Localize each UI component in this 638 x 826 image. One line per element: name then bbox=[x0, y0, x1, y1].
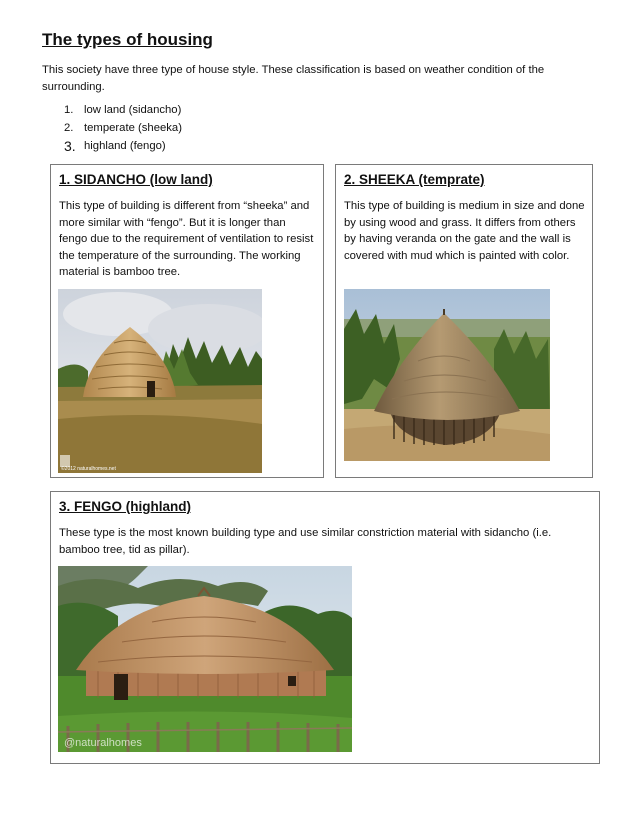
sheeka-body: This type of building is medium in size and done by using wood and grass. It differs from others by having veranda on the gate and the wall is covered with mud which is painted with color. bbox=[344, 200, 585, 262]
list-number: 1. bbox=[64, 104, 74, 116]
list-item bbox=[64, 119, 182, 137]
sidancho-photo bbox=[58, 289, 262, 473]
intro-paragraph: This society have three type of house style. These classification is based on weather condition of the surrounding. bbox=[42, 64, 545, 93]
sheeka-heading: 2. SHEEKA (temprate) bbox=[344, 172, 485, 187]
list-item bbox=[64, 101, 182, 119]
housing-types-list bbox=[64, 101, 182, 155]
page-title: The types of housing bbox=[42, 30, 213, 49]
list-text: temperate (sheeka) bbox=[84, 122, 182, 134]
list-text: highland (fengo) bbox=[84, 140, 166, 152]
list-item bbox=[64, 137, 182, 155]
list-text: low land (sidancho) bbox=[84, 104, 182, 116]
sheeka-photo bbox=[344, 289, 550, 461]
fengo-watermark: @naturalhomes bbox=[64, 737, 142, 749]
fengo-body: These type is the most known building type and use similar constriction material with sidancho (i.e. bamboo tree, tid as pillar). bbox=[59, 527, 552, 556]
fengo-photo bbox=[58, 566, 352, 752]
sidancho-section bbox=[50, 164, 324, 478]
fengo-section bbox=[50, 491, 600, 764]
list-number: 2. bbox=[64, 122, 74, 134]
sidancho-watermark: ©2012 naturalhomes.net bbox=[61, 466, 116, 472]
sheeka-section bbox=[335, 164, 593, 478]
fengo-heading: 3. FENGO (highland) bbox=[59, 499, 191, 514]
sidancho-heading: 1. SIDANCHO (low land) bbox=[59, 172, 213, 187]
sidancho-body: This type of building is different from “sheeka” and more similar with “fengo”. But it is longer than fengo due to the requirement of ventilation to resist the temperature of the surrounding. The working material is bamboo tree. bbox=[59, 200, 314, 278]
list-number: 3. bbox=[64, 138, 76, 154]
